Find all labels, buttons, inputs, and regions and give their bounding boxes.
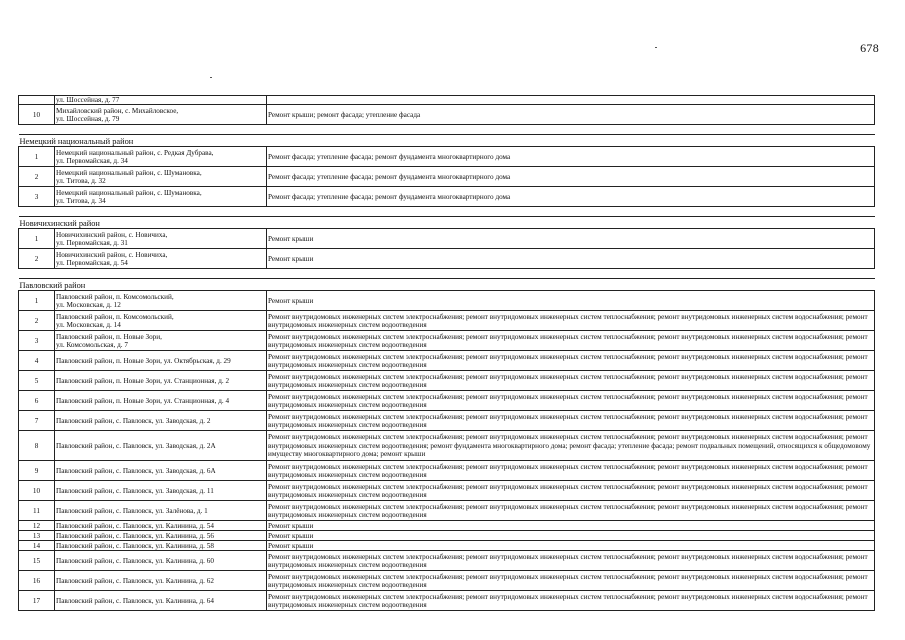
table-row xyxy=(19,147,875,167)
work-description: Ремонт фасада; утепление фасада; ремонт фундамента многоквартирного дома xyxy=(267,147,875,167)
address-cell xyxy=(55,249,267,269)
address-line-1: Павловский район, с. Павловск, ул. Заводская, д. 6А xyxy=(56,466,216,475)
row-number: 3 xyxy=(19,331,55,351)
row-number: 1 xyxy=(19,147,55,167)
row-number: 1 xyxy=(19,229,55,249)
row-number: 7 xyxy=(19,411,55,431)
row-number: 16 xyxy=(19,571,55,591)
work-description: Ремонт крыши xyxy=(267,229,875,249)
row-number: 3 xyxy=(19,187,55,207)
district-header-row xyxy=(19,279,875,291)
work-description: Ремонт крыши xyxy=(267,531,875,541)
address-line-2: ул. Шоссейная, д. 79 xyxy=(56,114,120,123)
address-cell xyxy=(55,147,267,167)
address-line-1: Павловский район, п. Комсомольский, xyxy=(56,292,174,301)
address-cell xyxy=(55,291,267,311)
address-line-1: Павловский район, п. Новые Зори, xyxy=(56,332,162,341)
address-line-1: Новичихинский район, с. Новичиха, xyxy=(56,250,168,259)
address-line-2: ул. Первомайская, д. 54 xyxy=(56,258,128,267)
address-line-1: Павловский район, с. Павловск, ул. Заводская, д. 2 xyxy=(56,416,211,425)
address-cell xyxy=(55,331,267,351)
page-number: 678 xyxy=(860,41,879,55)
row-number: 15 xyxy=(19,551,55,571)
table-row xyxy=(19,501,875,521)
row-number: 5 xyxy=(19,371,55,391)
work-description: Ремонт крыши xyxy=(267,521,875,531)
address-line-2: ул. Московская, д. 14 xyxy=(56,320,121,329)
work-description: Ремонт внутридомовых инженерных систем электроснабжения; ремонт внутридомовых инженерных систем теплоснабжения; ремонт внутридомовых инженерных систем водоснабжения; ремонт внутридомовых инженерных систем водоотведения xyxy=(267,501,875,521)
district-name: Новичихинский район xyxy=(19,217,875,229)
work-description: Ремонт внутридомовых инженерных систем электроснабжения; ремонт внутридомовых инженерных систем теплоснабжения; ремонт внутридомовых инженерных систем водоснабжения; ремонт внутридомовых инженерных систем водоотведения xyxy=(267,551,875,571)
row-number: 12 xyxy=(19,521,55,531)
address-line-1: Немецкий национальный район, с. Шумановка, xyxy=(56,188,202,197)
address-line-1: Павловский район, с. Павловск, ул. Калинина, д. 54 xyxy=(56,521,214,530)
work-description: Ремонт фасада; утепление фасада; ремонт фундамента многоквартирного дома xyxy=(267,187,875,207)
table-row xyxy=(19,461,875,481)
address-line-1: Павловский район, п. Новые Зори, ул. Станционная, д. 2 xyxy=(56,376,230,385)
row-number: 11 xyxy=(19,501,55,521)
address-line-1: Павловский район, с. Павловск, ул. Калинина, д. 58 xyxy=(56,541,214,550)
work-description: Ремонт внутридомовых инженерных систем электроснабжения; ремонт внутридомовых инженерных систем теплоснабжения; ремонт внутридомовых инженерных систем водоснабжения; ремонт внутридомовых инженерных систем водоотведения; ремонт фундамента многоквартирного дома; ремонт фасада; утепление фасада; ремонт подвальных помещений, относящихся к общедомовому имуществу многоквартирного дома; ремонт крыши xyxy=(267,431,875,461)
work-description: Ремонт внутридомовых инженерных систем электроснабжения; ремонт внутридомовых инженерных систем теплоснабжения; ремонт внутридомовых инженерных систем водоснабжения; ремонт внутридомовых инженерных систем водоотведения xyxy=(267,351,875,371)
address-line-2: ул. Московская, д. 12 xyxy=(56,300,121,309)
table-row xyxy=(19,96,875,105)
address-line-2: ул. Комсомольская, д. 7 xyxy=(56,340,128,349)
table-row xyxy=(19,311,875,331)
address-line-1: Павловский район, с. Павловск, ул. Калинина, д. 64 xyxy=(56,596,214,605)
address-line-1: Павловский район, с. Павловск, ул. Заводская, д. 11 xyxy=(56,486,214,495)
scan-speck xyxy=(210,77,212,78)
work-description: Ремонт внутридомовых инженерных систем электроснабжения; ремонт внутридомовых инженерных систем теплоснабжения; ремонт внутридомовых инженерных систем водоснабжения; ремонт внутридомовых инженерных систем водоотведения xyxy=(267,411,875,431)
address-line-1: Павловский район, с. Павловск, ул. Калинина, д. 60 xyxy=(56,556,214,565)
address-cell xyxy=(55,541,267,551)
section-gap xyxy=(19,125,875,135)
district-header-row xyxy=(19,135,875,147)
address-line-1: Новичихинский район, с. Новичиха, xyxy=(56,230,168,239)
table-row xyxy=(19,571,875,591)
table-row xyxy=(19,481,875,501)
work-description xyxy=(267,96,875,105)
address-cell xyxy=(55,411,267,431)
row-number: 2 xyxy=(19,311,55,331)
section-gap xyxy=(19,269,875,279)
address-cell xyxy=(55,551,267,571)
table-row xyxy=(19,105,875,125)
address-line-1: Павловский район, п. Новые Зори, ул. Октябрьская, д. 29 xyxy=(56,356,231,365)
address-cell xyxy=(55,531,267,541)
table-row xyxy=(19,551,875,571)
district-name: Немецкий национальный район xyxy=(19,135,875,147)
address-line-1: Павловский район, с. Павловск, ул. Калинина, д. 56 xyxy=(56,531,214,540)
row-number: 10 xyxy=(19,105,55,125)
work-description: Ремонт внутридомовых инженерных систем электроснабжения; ремонт внутридомовых инженерных систем теплоснабжения; ремонт внутридомовых инженерных систем водоснабжения; ремонт внутридомовых инженерных систем водоотведения xyxy=(267,331,875,351)
address-cell xyxy=(55,461,267,481)
address-line-1: Немецкий национальный район, с. Редкая Дубрава, xyxy=(56,148,214,157)
work-description: Ремонт фасада; утепление фасада; ремонт фундамента многоквартирного дома xyxy=(267,167,875,187)
address-cell xyxy=(55,391,267,411)
work-description: Ремонт внутридомовых инженерных систем электроснабжения; ремонт внутридомовых инженерных систем теплоснабжения; ремонт внутридомовых инженерных систем водоснабжения; ремонт внутридомовых инженерных систем водоотведения xyxy=(267,311,875,331)
work-description: Ремонт внутридомовых инженерных систем электроснабжения; ремонт внутридомовых инженерных систем теплоснабжения; ремонт внутридомовых инженерных систем водоснабжения; ремонт внутридомовых инженерных систем водоотведения xyxy=(267,371,875,391)
section-gap xyxy=(19,207,875,217)
table-row xyxy=(19,167,875,187)
scan-speck xyxy=(655,47,657,48)
table-row xyxy=(19,531,875,541)
address-line-2: ул. Титова, д. 34 xyxy=(56,196,106,205)
address-line-2: ул. Титова, д. 32 xyxy=(56,176,106,185)
work-description: Ремонт крыши xyxy=(267,291,875,311)
table-row xyxy=(19,351,875,371)
address-line-1: Павловский район, с. Павловск, ул. Калинина, д. 62 xyxy=(56,576,214,585)
district-name: Павловский район xyxy=(19,279,875,291)
row-number: 2 xyxy=(19,249,55,269)
work-description: Ремонт внутридомовых инженерных систем электроснабжения; ремонт внутридомовых инженерных систем теплоснабжения; ремонт внутридомовых инженерных систем водоснабжения; ремонт внутридомовых инженерных систем водоотведения xyxy=(267,481,875,501)
row-number: 17 xyxy=(19,591,55,611)
row-number xyxy=(19,96,55,105)
address-line-1: Михайловский район, с. Михайловское, xyxy=(56,106,179,115)
address-line-1: Павловский район, с. Павловск, ул. Залёнова, д. 1 xyxy=(56,506,208,515)
work-description: Ремонт крыши xyxy=(267,249,875,269)
table-row xyxy=(19,291,875,311)
row-number: 9 xyxy=(19,461,55,481)
table-row xyxy=(19,391,875,411)
address-cell xyxy=(55,591,267,611)
row-number: 8 xyxy=(19,431,55,461)
address-cell xyxy=(55,96,267,105)
table-row xyxy=(19,431,875,461)
address-cell xyxy=(55,187,267,207)
work-description: Ремонт внутридомовых инженерных систем электроснабжения; ремонт внутридомовых инженерных систем теплоснабжения; ремонт внутридомовых инженерных систем водоснабжения; ремонт внутридомовых инженерных систем водоотведения xyxy=(267,591,875,611)
address-cell xyxy=(55,311,267,331)
table-row xyxy=(19,521,875,531)
address-line-1: Павловский район, п. Комсомольский, xyxy=(56,312,174,321)
address-cell xyxy=(55,229,267,249)
address-line-2: ул. Первомайская, д. 31 xyxy=(56,238,128,247)
table-row xyxy=(19,249,875,269)
repair-works-table xyxy=(18,95,875,611)
work-description: Ремонт крыши; ремонт фасада; утепление фасада xyxy=(267,105,875,125)
address-cell xyxy=(55,481,267,501)
table-row xyxy=(19,187,875,207)
work-description: Ремонт внутридомовых инженерных систем электроснабжения; ремонт внутридомовых инженерных систем теплоснабжения; ремонт внутридомовых инженерных систем водоснабжения; ремонт внутридомовых инженерных систем водоотведения xyxy=(267,391,875,411)
address-cell xyxy=(55,501,267,521)
address-cell xyxy=(55,431,267,461)
address-cell xyxy=(55,167,267,187)
row-number: 10 xyxy=(19,481,55,501)
address-cell xyxy=(55,351,267,371)
table-row xyxy=(19,371,875,391)
table-row xyxy=(19,411,875,431)
address-line-2: ул. Первомайская, д. 34 xyxy=(56,156,128,165)
table-row xyxy=(19,591,875,611)
row-number: 14 xyxy=(19,541,55,551)
address-cell xyxy=(55,105,267,125)
table-body xyxy=(19,96,875,611)
district-header-row xyxy=(19,217,875,229)
table-row xyxy=(19,331,875,351)
row-number: 4 xyxy=(19,351,55,371)
address-line-1: ул. Шоссейная, д. 77 xyxy=(56,96,120,104)
address-cell xyxy=(55,521,267,531)
table-row xyxy=(19,229,875,249)
address-line-1: Павловский район, с. Павловск, ул. Заводская, д. 2А xyxy=(56,441,216,450)
work-description: Ремонт внутридомовых инженерных систем электроснабжения; ремонт внутридомовых инженерных систем теплоснабжения; ремонт внутридомовых инженерных систем водоснабжения; ремонт внутридомовых инженерных систем водоотведения xyxy=(267,461,875,481)
row-number: 6 xyxy=(19,391,55,411)
work-description: Ремонт крыши xyxy=(267,541,875,551)
row-number: 13 xyxy=(19,531,55,541)
work-description: Ремонт внутридомовых инженерных систем электроснабжения; ремонт внутридомовых инженерных систем теплоснабжения; ремонт внутридомовых инженерных систем водоснабжения; ремонт внутридомовых инженерных систем водоотведения xyxy=(267,571,875,591)
row-number: 2 xyxy=(19,167,55,187)
address-cell xyxy=(55,571,267,591)
table-row xyxy=(19,541,875,551)
address-cell xyxy=(55,371,267,391)
address-line-1: Павловский район, п. Новые Зори, ул. Станционная, д. 4 xyxy=(56,396,230,405)
row-number: 1 xyxy=(19,291,55,311)
address-line-1: Немецкий национальный район, с. Шумановка, xyxy=(56,168,202,177)
